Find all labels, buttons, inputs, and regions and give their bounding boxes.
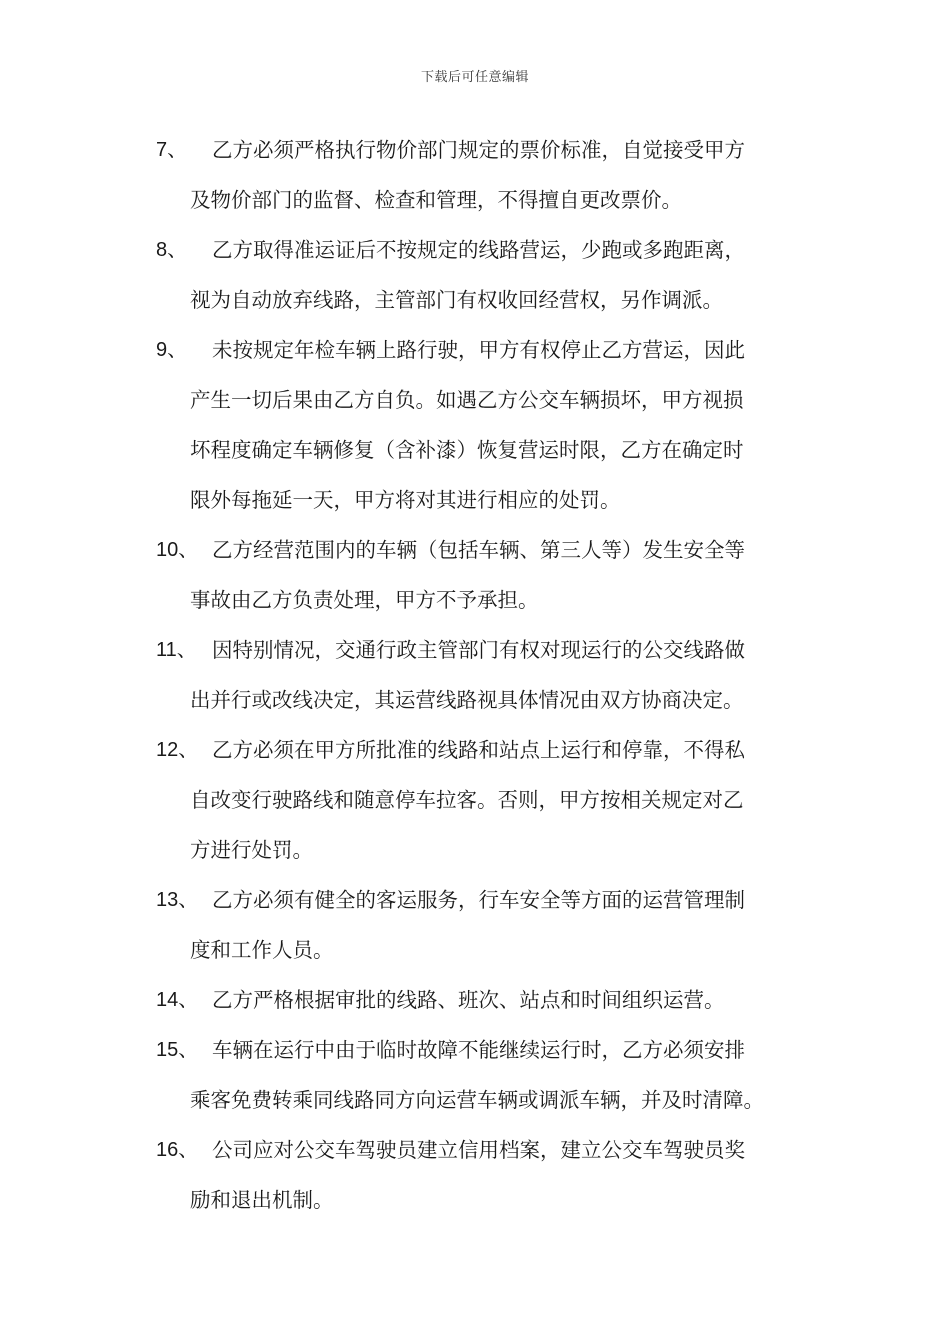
clause-text-line: 乙方严格根据审批的线路、班次、站点和时间组织运营。	[212, 988, 725, 1012]
clause-text-line: 公司应对公交车驾驶员建立信用档案，建立公交车驾驶员奖	[212, 1138, 745, 1162]
clause-text-line: 视为自动放弃线路，主管部门有权收回经营权，另作调派。	[190, 288, 723, 312]
clause-text-line: 事故由乙方负责处理，甲方不予承担。	[190, 588, 539, 612]
clause-text-line: 乙方必须严格执行物价部门规定的票价标准，自觉接受甲方	[212, 138, 745, 162]
clause-number: 16、	[156, 1139, 199, 1161]
clause-number: 14、	[156, 989, 199, 1011]
clause-text-line: 车辆在运行中由于临时故障不能继续运行时，乙方必须安排	[212, 1038, 745, 1062]
clause-text-line: 乙方必须在甲方所批准的线路和站点上运行和停靠，不得私	[212, 738, 745, 762]
clause-text-line: 出并行或改线决定，其运营线路视具体情况由双方协商决定。	[190, 688, 744, 712]
clause-number: 8、	[156, 239, 188, 261]
clause-text-line: 产生一切后果由乙方自负。如遇乙方公交车辆损坏，甲方视损	[190, 388, 744, 412]
clause-text-line: 未按规定年检车辆上路行驶，甲方有权停止乙方营运，因此	[212, 338, 745, 362]
page-header: 下载后可任意编辑	[420, 70, 529, 85]
clause-text-line: 乙方取得准运证后不按规定的线路营运，少跑或多跑距离，	[212, 238, 745, 262]
clause-text-line: 限外每拖延一天，甲方将对其进行相应的处罚。	[190, 488, 621, 512]
clause-text-line: 坏程度确定车辆修复（含补漆）恢复营运时限，乙方在确定时	[190, 438, 744, 462]
clause-number: 10、	[156, 539, 199, 561]
clause-number: 13、	[156, 889, 199, 911]
clause-number: 11、	[156, 639, 197, 661]
clause-text-line: 方进行处罚。	[190, 838, 313, 862]
clause-text-line: 乙方经营范围内的车辆（包括车辆、第三人等）发生安全等	[212, 538, 745, 562]
clause-number: 9、	[156, 339, 188, 361]
clause-number: 15、	[156, 1039, 199, 1061]
clause-text-line: 自改变行驶路线和随意停车拉客。否则，甲方按相关规定对乙	[190, 788, 744, 812]
clause-text-line: 励和退出机制。	[190, 1188, 334, 1212]
clause-text-line: 乘客免费转乘同线路同方向运营车辆或调派车辆，并及时清障。	[190, 1088, 764, 1112]
clause-number: 12、	[156, 739, 199, 761]
clause-text-line: 及物价部门的监督、检查和管理，不得擅自更改票价。	[190, 188, 682, 212]
clause-text-line: 乙方必须有健全的客运服务，行车安全等方面的运营管理制	[212, 888, 745, 912]
clause-text-line: 因特别情况，交通行政主管部门有权对现运行的公交线路做	[212, 638, 745, 662]
clause-number: 7、	[156, 139, 188, 161]
clause-text-line: 度和工作人员。	[190, 938, 334, 962]
